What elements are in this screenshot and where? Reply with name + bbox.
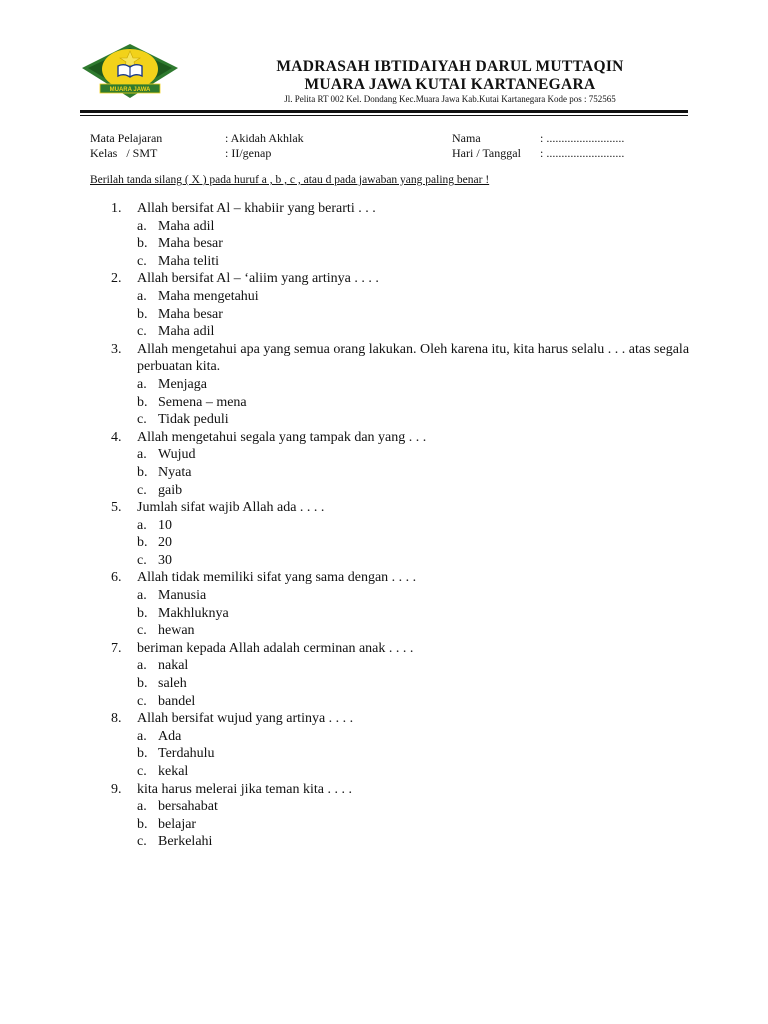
option-letter: c. bbox=[137, 412, 147, 428]
header-divider-thick bbox=[80, 110, 688, 113]
option-letter: a. bbox=[137, 447, 147, 463]
question-text: Allah mengetahui segala yang tampak dan yang . . . bbox=[137, 429, 427, 445]
question-text: beriman kepada Allah adalah cerminan anak . . . . bbox=[137, 640, 414, 656]
question-number: 7. bbox=[111, 640, 122, 656]
option-text: Maha mengetahui bbox=[158, 288, 259, 304]
option-letter: b. bbox=[137, 746, 148, 762]
option-letter: c. bbox=[137, 552, 147, 568]
option-letter: a. bbox=[137, 517, 147, 533]
question-item bbox=[111, 569, 691, 639]
option-text: bandel bbox=[158, 693, 196, 709]
option-text: Menjaga bbox=[158, 376, 207, 392]
name-field: : .......................... bbox=[540, 131, 625, 145]
question-text: Allah bersifat Al – khabiir yang berarti . . . bbox=[137, 201, 376, 216]
answer-option bbox=[111, 728, 691, 746]
answer-option bbox=[111, 411, 691, 429]
option-text: hewan bbox=[158, 623, 195, 639]
question-row bbox=[111, 429, 691, 447]
answer-option bbox=[111, 306, 691, 324]
option-letter: b. bbox=[137, 535, 148, 551]
option-text: Terdahulu bbox=[158, 746, 215, 762]
date-field: : .......................... bbox=[540, 146, 625, 160]
answer-option bbox=[111, 605, 691, 623]
answer-option bbox=[111, 253, 691, 271]
class-label: Kelas / SMT bbox=[90, 146, 158, 160]
school-logo bbox=[80, 42, 180, 100]
answer-option bbox=[111, 464, 691, 482]
option-text: Maha besar bbox=[158, 306, 223, 322]
option-letter: a. bbox=[137, 728, 147, 744]
question-item bbox=[111, 200, 691, 270]
option-letter: c. bbox=[137, 482, 147, 498]
question-text: Jumlah sifat wajib Allah ada . . . . bbox=[137, 500, 325, 516]
option-text: Nyata bbox=[158, 464, 192, 480]
option-letter: b. bbox=[137, 605, 148, 621]
option-text: nakal bbox=[158, 658, 189, 674]
question-item bbox=[111, 781, 691, 851]
option-text: Semena – mena bbox=[158, 394, 247, 410]
option-letter: a. bbox=[137, 376, 147, 392]
class-value: : II/genap bbox=[225, 146, 272, 160]
question-text: kita harus melerai jika teman kita . . . . bbox=[137, 781, 352, 797]
answer-option bbox=[111, 235, 691, 253]
option-text: Maha adil bbox=[158, 218, 215, 234]
answer-option bbox=[111, 657, 691, 675]
option-text: Manusia bbox=[158, 588, 207, 604]
option-text: Berkelahi bbox=[158, 834, 213, 850]
question-row bbox=[111, 640, 691, 658]
answer-option bbox=[111, 218, 691, 236]
option-text: bersahabat bbox=[158, 799, 218, 815]
question-number: 3. bbox=[111, 341, 122, 357]
question-item bbox=[111, 640, 691, 710]
option-letter: b. bbox=[137, 676, 148, 692]
option-letter: a. bbox=[137, 658, 147, 674]
question-row bbox=[111, 200, 691, 218]
option-text: Makhluknya bbox=[158, 605, 229, 621]
option-letter: a. bbox=[137, 218, 147, 234]
option-letter: b. bbox=[137, 464, 148, 480]
answer-option bbox=[111, 816, 691, 834]
question-text: Allah bersifat Al – ‘aliim yang artinya . . . . bbox=[137, 271, 379, 287]
question-item bbox=[111, 710, 691, 780]
school-title-line2: MUARA JAWA KUTAI KARTANEGARA bbox=[304, 76, 596, 93]
date-label: Hari / Tanggal bbox=[452, 146, 521, 160]
question-row bbox=[111, 499, 691, 517]
answer-option bbox=[111, 622, 691, 640]
logo-ribbon-text: MUARA JAWA bbox=[109, 87, 151, 93]
answer-option bbox=[111, 763, 691, 781]
option-letter: c. bbox=[137, 834, 147, 850]
answer-option bbox=[111, 446, 691, 464]
option-text: 30 bbox=[158, 552, 172, 568]
answer-option bbox=[111, 675, 691, 693]
answer-option bbox=[111, 534, 691, 552]
question-text: Allah mengetahui apa yang semua orang lakukan. Oleh karena itu, kita harus selalu . . . atas segala perbuatan kita. bbox=[137, 341, 690, 375]
question-list bbox=[111, 200, 691, 851]
option-text: 10 bbox=[158, 517, 172, 533]
option-text: saleh bbox=[158, 676, 187, 692]
question-number: 5. bbox=[111, 500, 122, 516]
answer-option bbox=[111, 552, 691, 570]
question-row bbox=[111, 710, 691, 728]
option-letter: c. bbox=[137, 253, 147, 269]
question-number: 8. bbox=[111, 711, 122, 727]
question-number: 4. bbox=[111, 429, 122, 445]
option-text: belajar bbox=[158, 816, 197, 832]
option-text: Maha adil bbox=[158, 324, 215, 340]
instruction-text: Berilah tanda silang ( X ) pada huruf a , b , c , atau d pada jawaban yang paling benar ! bbox=[90, 174, 490, 186]
subject-value: : Akidah Akhlak bbox=[225, 131, 304, 145]
option-letter: b. bbox=[137, 816, 148, 832]
question-number: 2. bbox=[111, 271, 122, 287]
question-text: Allah tidak memiliki sifat yang sama dengan . . . . bbox=[137, 570, 417, 586]
answer-option bbox=[111, 587, 691, 605]
question-text: Allah bersifat wujud yang artinya . . . . bbox=[137, 711, 354, 727]
answer-option bbox=[111, 745, 691, 763]
option-letter: b. bbox=[137, 394, 148, 410]
question-item bbox=[111, 341, 691, 429]
header-divider-thin bbox=[80, 115, 688, 116]
subject-label: Mata Pelajaran bbox=[90, 131, 163, 145]
option-letter: c. bbox=[137, 764, 147, 779]
answer-option bbox=[111, 833, 691, 851]
question-row bbox=[111, 781, 691, 799]
option-letter: a. bbox=[137, 799, 147, 815]
option-letter: a. bbox=[137, 288, 147, 304]
answer-option bbox=[111, 323, 691, 341]
option-text: kekal bbox=[158, 764, 189, 779]
question-number: 9. bbox=[111, 781, 122, 797]
answer-option bbox=[111, 376, 691, 394]
school-title-line1: MADRASAH IBTIDAIYAH DARUL MUTTAQIN bbox=[276, 58, 624, 75]
question-row bbox=[111, 341, 691, 376]
option-letter: c. bbox=[137, 693, 147, 709]
question-item bbox=[111, 499, 691, 569]
answer-option bbox=[111, 394, 691, 412]
answer-option bbox=[111, 517, 691, 535]
answer-option bbox=[111, 482, 691, 500]
option-letter: c. bbox=[137, 623, 147, 639]
option-text: Ada bbox=[158, 728, 182, 744]
option-text: Wujud bbox=[158, 447, 196, 463]
question-row bbox=[111, 569, 691, 587]
question-item bbox=[111, 270, 691, 340]
question-number: 1. bbox=[111, 201, 122, 216]
option-letter: b. bbox=[137, 306, 148, 322]
option-text: Maha besar bbox=[158, 236, 223, 252]
option-text: Tidak peduli bbox=[158, 412, 229, 428]
school-address: Jl. Pelita RT 002 Kel. Dondang Kec.Muara Jawa Kab.Kutai Kartanegara Kode pos : 752565 bbox=[284, 94, 616, 104]
question-number: 6. bbox=[111, 570, 122, 586]
option-text: Maha teliti bbox=[158, 253, 220, 269]
question-item bbox=[111, 429, 691, 499]
name-label: Nama bbox=[452, 131, 481, 145]
option-text: gaib bbox=[158, 482, 183, 498]
option-letter: b. bbox=[137, 236, 148, 252]
question-row bbox=[111, 270, 691, 288]
option-letter: a. bbox=[137, 588, 147, 604]
answer-option bbox=[111, 693, 691, 711]
option-letter: c. bbox=[137, 324, 147, 340]
option-text: 20 bbox=[158, 535, 172, 551]
answer-option bbox=[111, 798, 691, 816]
answer-option bbox=[111, 288, 691, 306]
